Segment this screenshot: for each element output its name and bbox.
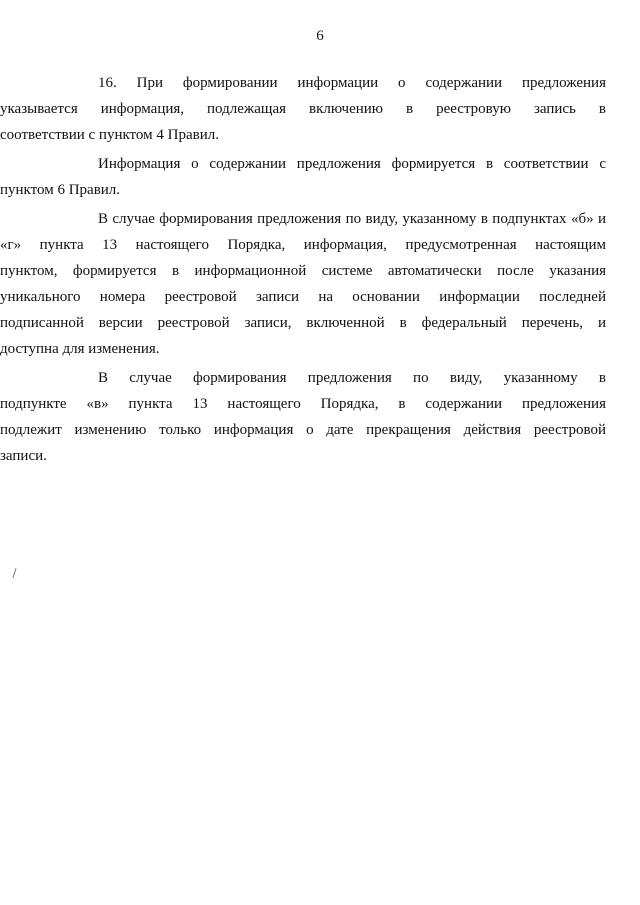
paragraph-auto-formation: [0, 206, 606, 362]
scan-artifact-mark: [12, 568, 16, 578]
text-line: пунктом 6 Правил.: [0, 182, 121, 198]
paragraph-change-termination-date: [0, 365, 606, 469]
text-line: В случае формирования предложения по виду, указанному в: [98, 370, 606, 386]
paragraph-content-info: [0, 151, 606, 203]
text-line: Информация о содержании предложения формируется в соответствии с: [98, 156, 606, 172]
text-line: подлежит изменению только информация о дате прекращения действия реестровой: [0, 422, 606, 438]
text-line: указывается информация, подлежащая включению в реестровую запись в: [0, 101, 606, 117]
text-line: 16. При формировании информации о содержании предложения: [98, 75, 606, 91]
text-line: пунктом, формируется в информационной системе автоматически после указания: [0, 263, 606, 279]
paragraph-16: [0, 70, 606, 148]
body-text: [0, 70, 606, 472]
text-line: подписанной версии реестровой записи, включенной в федеральный перечень, и: [0, 315, 606, 331]
text-line: уникального номера реестровой записи на основании информации последней: [0, 289, 606, 305]
text-line: «г» пункта 13 настоящего Порядка, информация, предусмотренная настоящим: [0, 237, 606, 253]
text-line: соответствии с пунктом 4 Правил.: [0, 127, 219, 143]
text-line: доступна для изменения.: [0, 341, 160, 357]
page-number: 6: [316, 28, 324, 44]
text-line: подпункте «в» пункта 13 настоящего Порядка, в содержании предложения: [0, 396, 606, 412]
text-line: записи.: [0, 448, 47, 464]
text-line: В случае формирования предложения по виду, указанному в подпунктах «б» и: [98, 211, 606, 227]
